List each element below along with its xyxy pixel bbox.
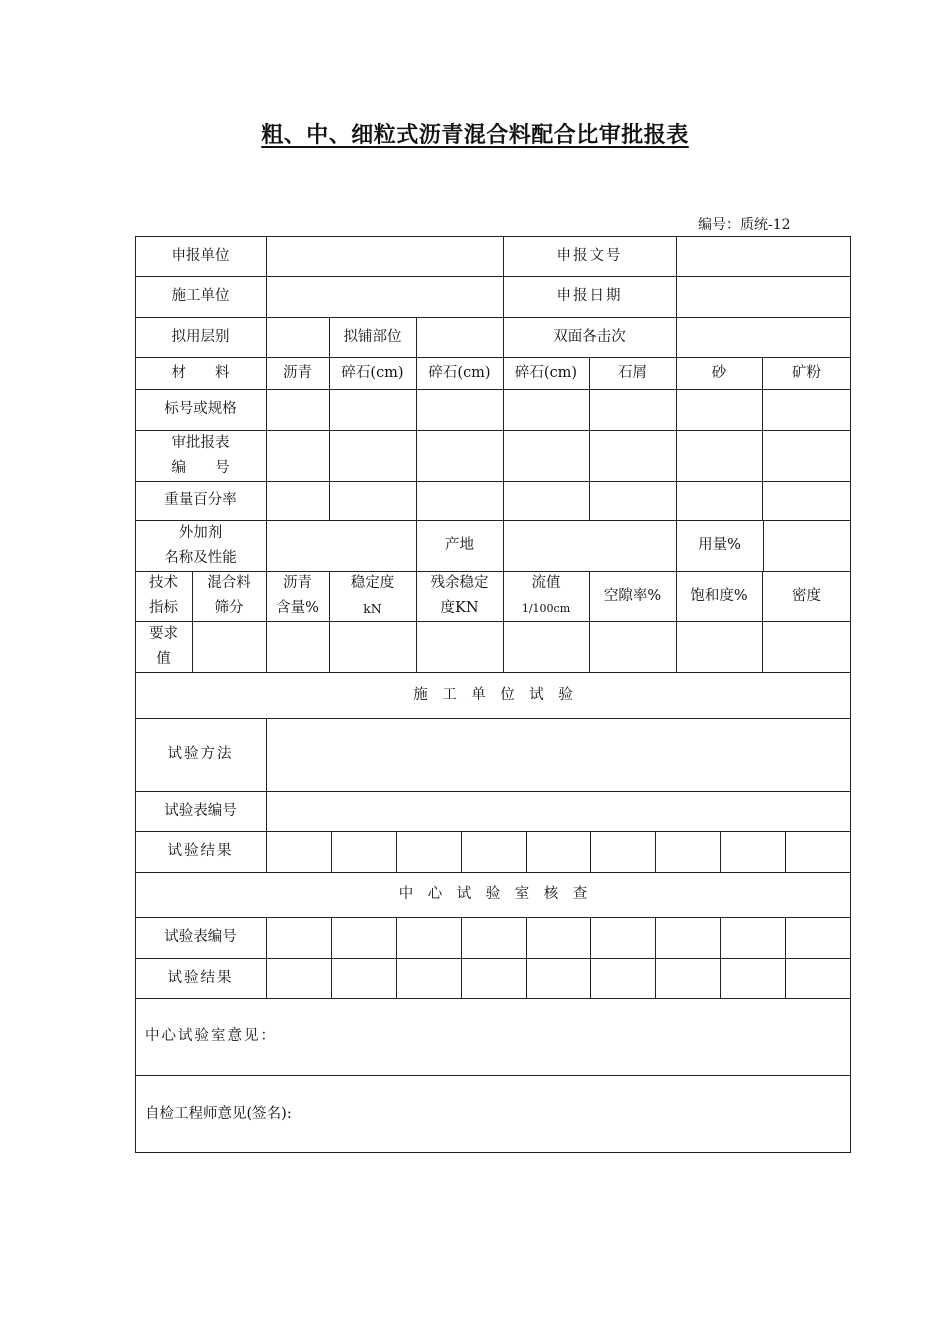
spec-label: 标号或规格 <box>164 401 237 417</box>
material-col-gravel-3: 碎石(cm) <box>514 364 578 381</box>
layer-label: 拟用层别 <box>171 328 230 345</box>
center-check-section-title: 中 心 试 验 室 核 查 <box>398 886 588 902</box>
construction-unit-label: 施工单位 <box>171 288 230 304</box>
material-col-mineral-powder: 矿粉 <box>792 364 821 381</box>
residual-stability-label: 残余稳定 度KN <box>430 575 489 616</box>
document-number: 编号：质统-12 <box>698 217 791 233</box>
voids-label: 空隙率% <box>603 587 662 604</box>
declaration-date-label: 申报日期 <box>556 288 623 304</box>
flow-value-label: 流值 1/100cm <box>521 575 571 615</box>
dosage-label: 用量% <box>698 537 741 553</box>
weight-pct-label: 重量百分率 <box>164 492 237 508</box>
mix-sieve-label: 混合料 筛分 <box>207 575 251 616</box>
declaration-doc-no-label: 申报文号 <box>556 247 623 264</box>
material-col-asphalt: 沥青 <box>283 364 312 381</box>
origin-label: 产地 <box>445 537 474 553</box>
material-col-sand: 砂 <box>711 364 727 381</box>
blows-label: 双面各击次 <box>553 328 626 345</box>
declaring-unit-label: 申报单位 <box>171 247 230 264</box>
approval-no-label: 审批报表 编 号 <box>171 434 230 476</box>
asphalt-content-label: 沥青 含量% <box>276 575 319 616</box>
engineer-opinion-label: 自检工程师意见(签名): <box>145 1105 292 1122</box>
material-col-gravel-2: 碎石(cm) <box>428 364 491 381</box>
page-title: 粗、中、细粒式沥青混合料配合比审批报表 <box>261 123 689 148</box>
contractor-sheet-no-label: 试验表编号 <box>164 802 237 819</box>
material-col-chips: 石屑 <box>618 364 647 381</box>
center-result-label: 试验结果 <box>167 969 234 986</box>
additive-label: 外加剂 名称及性能 <box>164 524 237 566</box>
center-sheet-no-label: 试验表编号 <box>164 929 237 945</box>
contractor-test-section-title: 施 工 单 位 试 验 <box>413 686 573 703</box>
density-label: 密度 <box>792 587 821 604</box>
stability-label: 稳定度 kN <box>350 575 395 616</box>
material-col-gravel-1: 碎石(cm) <box>341 364 404 381</box>
required-value-label: 要求 值 <box>149 625 178 667</box>
contractor-result-label: 试验结果 <box>167 843 234 859</box>
test-method-label: 试验方法 <box>167 746 234 762</box>
tech-indicator-label: 技术 指标 <box>149 575 178 616</box>
center-opinion-label: 中心试验室意见： <box>145 1028 277 1044</box>
saturation-label: 饱和度% <box>690 587 748 604</box>
paving-site-label: 拟铺部位 <box>343 328 402 345</box>
materials-label: 材 料 <box>171 364 230 381</box>
